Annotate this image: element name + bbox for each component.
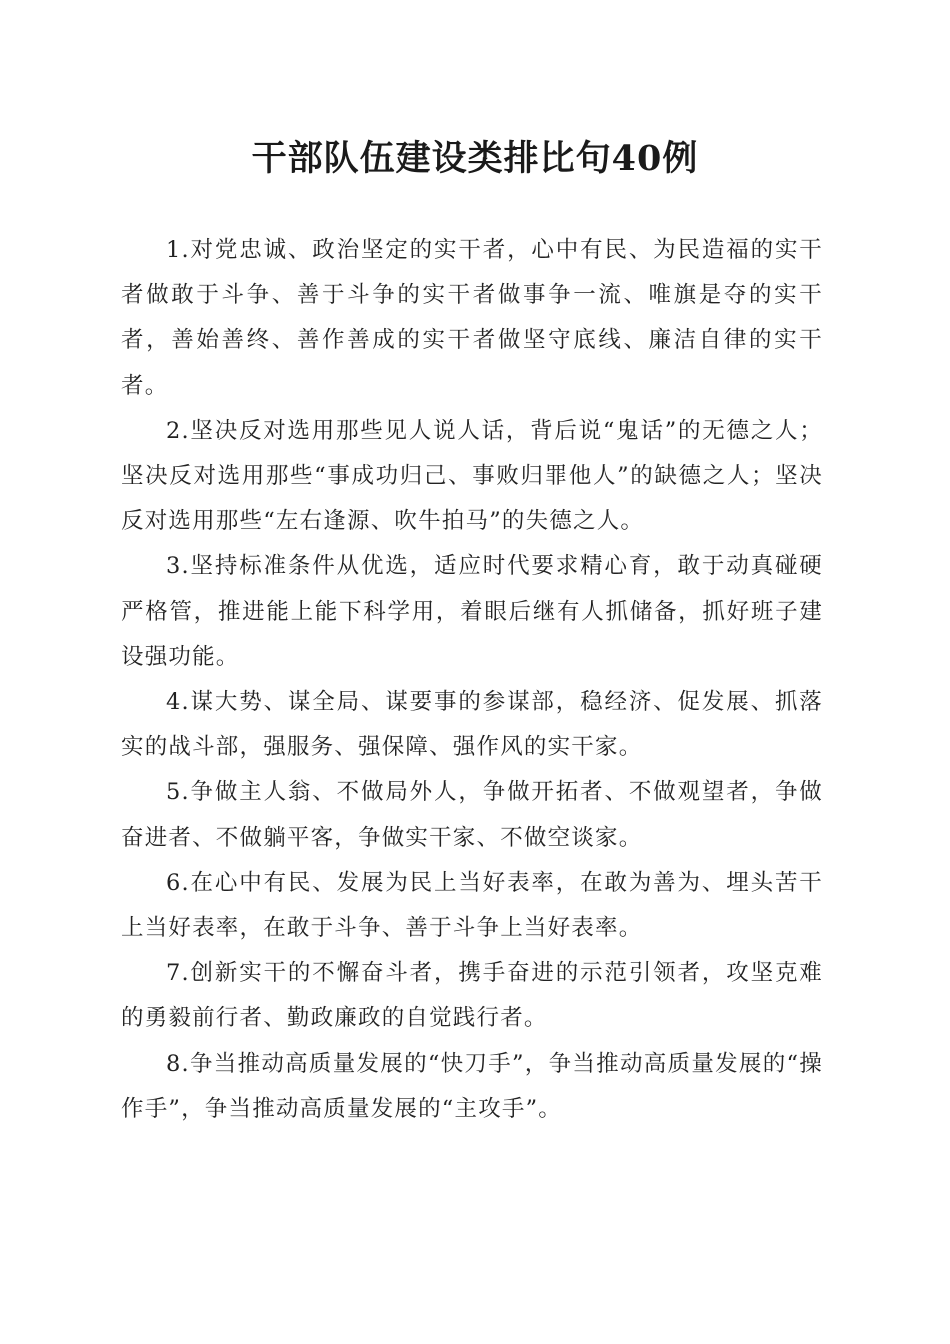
paragraph-1: 1.对党忠诚、政治坚定的实干者，心中有民、为民造福的实干者做敢于斗争、善于斗争的实干者做事争一流、唯旗是夺的实干者，善始善终、善作善成的实干者做坚守底线、廉洁自律的实干者。 bbox=[121, 237, 823, 399]
paragraph-3: 3.坚持标准条件从优选，适应时代要求精心育，敢于动真碰硬严格管，推进能上能下科学用，着眼后继有人抓储备，抓好班子建设强功能。 bbox=[121, 553, 823, 670]
page-title: 干部队伍建设类排比句40例 bbox=[251, 138, 699, 179]
paragraph-4: 4.谋大势、谋全局、谋要事的参谋部，稳经济、促发展、抓落实的战斗部，强服务、强保障、强作风的实干家。 bbox=[121, 689, 823, 761]
document-body bbox=[121, 228, 823, 1132]
paragraph-8: 8.争当推动高质量发展的“快刀手”，争当推动高质量发展的“操作手”，争当推动高质量发展的“主攻手”。 bbox=[121, 1050, 823, 1122]
paragraph-6: 6.在心中有民、发展为民上当好表率，在敢为善为、埋头苦干上当好表率，在敢于斗争、善于斗争上当好表率。 bbox=[121, 869, 823, 942]
paragraph-7: 7.创新实干的不懈奋斗者，携手奋进的示范引领者，攻坚克难的勇毅前行者、勤政廉政的自觉践行者。 bbox=[121, 960, 823, 1032]
paragraph-5: 5.争做主人翁、不做局外人，争做开拓者、不做观望者，争做奋进者、不做躺平客，争做实干家、不做空谈家。 bbox=[121, 779, 823, 851]
paragraph-2: 2.坚决反对选用那些见人说人话，背后说“鬼话”的无德之人；坚决反对选用那些“事成功归己、事败归罪他人”的缺德之人；坚决反对选用那些“左右逢源、吹牛拍马”的失德之人。 bbox=[121, 417, 823, 535]
